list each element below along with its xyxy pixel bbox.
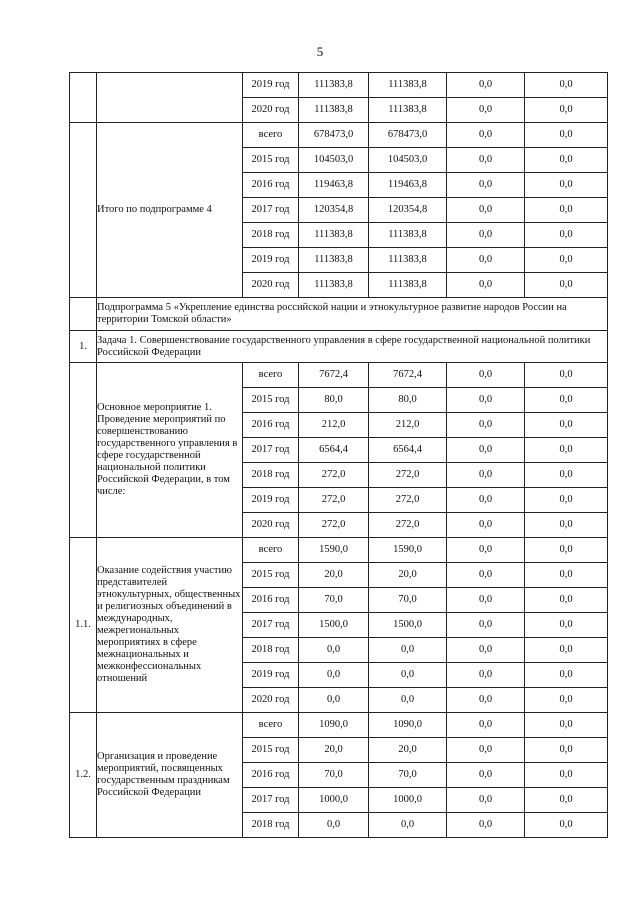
total-value-cell: 0,0	[299, 813, 369, 838]
federal-budget-cell: 0,0	[447, 713, 525, 738]
year-cell: всего	[243, 713, 299, 738]
other-sources-cell: 0,0	[525, 388, 608, 413]
other-sources-cell: 0,0	[525, 363, 608, 388]
table-row	[70, 363, 608, 388]
other-sources-cell: 0,0	[525, 788, 608, 813]
regional-budget-cell: 212,0	[369, 413, 447, 438]
regional-budget-cell: 272,0	[369, 463, 447, 488]
table-row	[70, 331, 608, 363]
total-value-cell: 272,0	[299, 513, 369, 538]
federal-budget-cell: 0,0	[447, 363, 525, 388]
federal-budget-cell: 0,0	[447, 438, 525, 463]
total-value-cell: 111383,8	[299, 73, 369, 98]
regional-budget-cell: 0,0	[369, 638, 447, 663]
regional-budget-cell: 104503,0	[369, 148, 447, 173]
row-number-cell	[70, 123, 97, 298]
regional-budget-cell: 1000,0	[369, 788, 447, 813]
row-number-cell	[70, 298, 97, 331]
other-sources-cell: 0,0	[525, 488, 608, 513]
year-cell: 2019 год	[243, 663, 299, 688]
regional-budget-cell: 111383,8	[369, 223, 447, 248]
federal-budget-cell: 0,0	[447, 813, 525, 838]
other-sources-cell: 0,0	[525, 413, 608, 438]
table-row	[70, 713, 608, 738]
year-cell: 2015 год	[243, 738, 299, 763]
other-sources-cell: 0,0	[525, 148, 608, 173]
regional-budget-cell: 7672,4	[369, 363, 447, 388]
total-value-cell: 0,0	[299, 688, 369, 713]
federal-budget-cell: 0,0	[447, 273, 525, 298]
table-row	[70, 538, 608, 563]
subprogram-4-total-label: Итого по подпрограмме 4	[97, 123, 243, 298]
item-1-2-number: 1.2.	[70, 713, 97, 838]
regional-budget-cell: 111383,8	[369, 248, 447, 273]
regional-budget-cell: 120354,8	[369, 198, 447, 223]
total-value-cell: 678473,0	[299, 123, 369, 148]
regional-budget-cell: 111383,8	[369, 273, 447, 298]
federal-budget-cell: 0,0	[447, 198, 525, 223]
federal-budget-cell: 0,0	[447, 173, 525, 198]
federal-budget-cell: 0,0	[447, 148, 525, 173]
other-sources-cell: 0,0	[525, 438, 608, 463]
other-sources-cell: 0,0	[525, 638, 608, 663]
table-row	[70, 298, 608, 331]
federal-budget-cell: 0,0	[447, 513, 525, 538]
total-value-cell: 0,0	[299, 663, 369, 688]
row-number-cell: 1.	[70, 331, 97, 363]
other-sources-cell: 0,0	[525, 198, 608, 223]
federal-budget-cell: 0,0	[447, 763, 525, 788]
regional-budget-cell: 20,0	[369, 563, 447, 588]
table-row	[70, 123, 608, 148]
other-sources-cell: 0,0	[525, 813, 608, 838]
federal-budget-cell: 0,0	[447, 688, 525, 713]
year-cell: 2019 год	[243, 488, 299, 513]
year-cell: всего	[243, 123, 299, 148]
regional-budget-cell: 0,0	[369, 813, 447, 838]
regional-budget-cell: 272,0	[369, 513, 447, 538]
federal-budget-cell: 0,0	[447, 663, 525, 688]
other-sources-cell: 0,0	[525, 713, 608, 738]
year-cell: 2017 год	[243, 613, 299, 638]
total-value-cell: 111383,8	[299, 223, 369, 248]
row-number-cell	[70, 363, 97, 538]
regional-budget-cell: 70,0	[369, 763, 447, 788]
total-value-cell: 80,0	[299, 388, 369, 413]
federal-budget-cell: 0,0	[447, 123, 525, 148]
federal-budget-cell: 0,0	[447, 738, 525, 763]
year-cell: 2015 год	[243, 563, 299, 588]
federal-budget-cell: 0,0	[447, 638, 525, 663]
year-cell: 2020 год	[243, 273, 299, 298]
regional-budget-cell: 272,0	[369, 488, 447, 513]
regional-budget-cell: 119463,8	[369, 173, 447, 198]
regional-budget-cell: 1500,0	[369, 613, 447, 638]
regional-budget-cell: 6564,4	[369, 438, 447, 463]
year-cell: 2016 год	[243, 763, 299, 788]
year-cell: 2017 год	[243, 788, 299, 813]
year-cell: 2015 год	[243, 148, 299, 173]
other-sources-cell: 0,0	[525, 73, 608, 98]
federal-budget-cell: 0,0	[447, 463, 525, 488]
other-sources-cell: 0,0	[525, 738, 608, 763]
regional-budget-cell: 678473,0	[369, 123, 447, 148]
task-1-title: Задача 1. Совершенствование государственного управления в сфере государственной национальной политики Российской Федерации	[97, 331, 608, 363]
year-cell: 2020 год	[243, 513, 299, 538]
other-sources-cell: 0,0	[525, 538, 608, 563]
year-cell: 2018 год	[243, 813, 299, 838]
total-value-cell: 20,0	[299, 738, 369, 763]
item-1-2-description: Организация и проведение мероприятий, посвященных государственным праздникам Российской Федерации	[97, 713, 243, 838]
year-cell: 2018 год	[243, 638, 299, 663]
regional-budget-cell: 0,0	[369, 663, 447, 688]
federal-budget-cell: 0,0	[447, 73, 525, 98]
other-sources-cell: 0,0	[525, 663, 608, 688]
federal-budget-cell: 0,0	[447, 248, 525, 273]
total-value-cell: 111383,8	[299, 98, 369, 123]
total-value-cell: 111383,8	[299, 273, 369, 298]
year-cell: 2019 год	[243, 248, 299, 273]
regional-budget-cell: 20,0	[369, 738, 447, 763]
federal-budget-cell: 0,0	[447, 413, 525, 438]
year-cell: 2017 год	[243, 438, 299, 463]
other-sources-cell: 0,0	[525, 763, 608, 788]
other-sources-cell: 0,0	[525, 173, 608, 198]
page-number: 5	[316, 44, 324, 59]
total-value-cell: 1500,0	[299, 613, 369, 638]
item-1-1-number: 1.1.	[70, 538, 97, 713]
total-value-cell: 70,0	[299, 763, 369, 788]
year-cell: 2020 год	[243, 688, 299, 713]
other-sources-cell: 0,0	[525, 98, 608, 123]
other-sources-cell: 0,0	[525, 463, 608, 488]
other-sources-cell: 0,0	[525, 248, 608, 273]
total-value-cell: 1590,0	[299, 538, 369, 563]
federal-budget-cell: 0,0	[447, 223, 525, 248]
total-value-cell: 111383,8	[299, 248, 369, 273]
year-cell: 2018 год	[243, 463, 299, 488]
total-value-cell: 272,0	[299, 488, 369, 513]
regional-budget-cell: 70,0	[369, 588, 447, 613]
other-sources-cell: 0,0	[525, 563, 608, 588]
total-value-cell: 0,0	[299, 638, 369, 663]
year-cell: всего	[243, 538, 299, 563]
other-sources-cell: 0,0	[525, 688, 608, 713]
regional-budget-cell: 111383,8	[369, 98, 447, 123]
federal-budget-cell: 0,0	[447, 788, 525, 813]
item-1-1-description: Оказание содействия участию представителей этнокультурных, общественных и религиозных объединений в международных, межрегиональных мероприятиях в сфере межнациональных и межконфессиональных отношений	[97, 538, 243, 713]
year-cell: 2017 год	[243, 198, 299, 223]
row-number-cell	[70, 73, 97, 123]
table-row	[70, 73, 608, 98]
federal-budget-cell: 0,0	[447, 488, 525, 513]
regional-budget-cell: 1590,0	[369, 538, 447, 563]
year-cell: 2019 год	[243, 73, 299, 98]
main-event-1-description: Основное мероприятие 1. Проведение мероприятий по совершенствованию государственного управления в сфере государственной национальной политики Российской Федерации, в том числе:	[97, 363, 243, 538]
other-sources-cell: 0,0	[525, 513, 608, 538]
budget-table	[69, 72, 608, 838]
other-sources-cell: 0,0	[525, 273, 608, 298]
total-value-cell: 6564,4	[299, 438, 369, 463]
regional-budget-cell: 80,0	[369, 388, 447, 413]
regional-budget-cell: 111383,8	[369, 73, 447, 98]
total-value-cell: 20,0	[299, 563, 369, 588]
other-sources-cell: 0,0	[525, 123, 608, 148]
subprogram-5-title: Подпрограмма 5 «Укрепление единства российской нации и этнокультурное развитие народов России на территории Томской области»	[97, 298, 608, 331]
total-value-cell: 272,0	[299, 463, 369, 488]
year-cell: 2015 год	[243, 388, 299, 413]
federal-budget-cell: 0,0	[447, 588, 525, 613]
federal-budget-cell: 0,0	[447, 538, 525, 563]
total-value-cell: 120354,8	[299, 198, 369, 223]
year-cell: 2016 год	[243, 413, 299, 438]
total-value-cell: 119463,8	[299, 173, 369, 198]
year-cell: 2018 год	[243, 223, 299, 248]
other-sources-cell: 0,0	[525, 588, 608, 613]
total-value-cell: 1000,0	[299, 788, 369, 813]
regional-budget-cell: 0,0	[369, 688, 447, 713]
year-cell: всего	[243, 363, 299, 388]
federal-budget-cell: 0,0	[447, 613, 525, 638]
federal-budget-cell: 0,0	[447, 388, 525, 413]
federal-budget-cell: 0,0	[447, 563, 525, 588]
federal-budget-cell: 0,0	[447, 98, 525, 123]
other-sources-cell: 0,0	[525, 613, 608, 638]
year-cell: 2016 год	[243, 588, 299, 613]
regional-budget-cell: 1090,0	[369, 713, 447, 738]
total-value-cell: 104503,0	[299, 148, 369, 173]
total-value-cell: 212,0	[299, 413, 369, 438]
other-sources-cell: 0,0	[525, 223, 608, 248]
year-cell: 2020 год	[243, 98, 299, 123]
total-value-cell: 1090,0	[299, 713, 369, 738]
total-value-cell: 7672,4	[299, 363, 369, 388]
description-cell	[97, 73, 243, 123]
total-value-cell: 70,0	[299, 588, 369, 613]
year-cell: 2016 год	[243, 173, 299, 198]
